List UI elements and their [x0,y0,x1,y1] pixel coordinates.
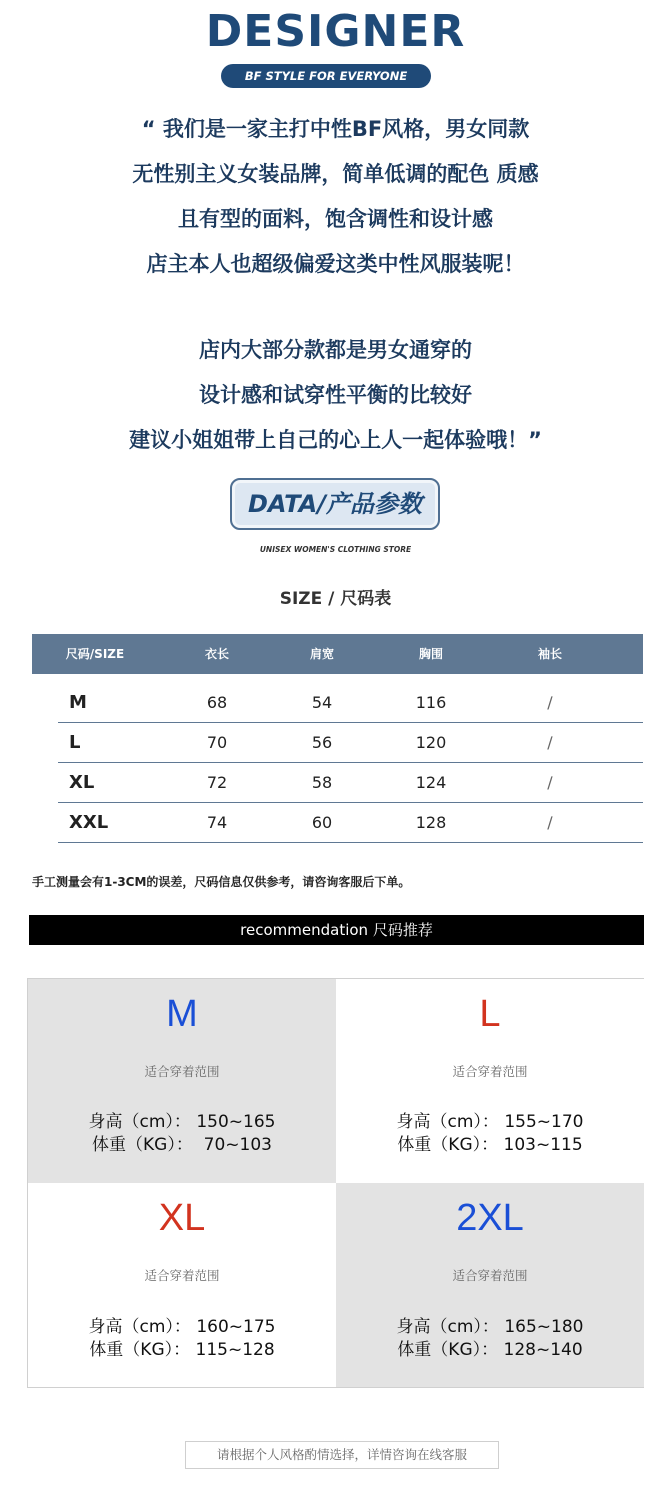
intro-line-6: 设计感和试穿性平衡的比较好 [199,383,472,407]
row-shoulder: 54 [311,693,333,712]
table-row [58,682,643,723]
recommendation-card-m [28,979,336,1183]
card-size-label: M [166,993,198,1035]
measurement-note: 手工测量会有1-3CM的误差，尺码信息仅供参考，请咨询客服后下单。 [32,875,411,889]
card-weight: 体重（KG）： 128~140 [397,1340,583,1360]
row-sleeve: ∕ [547,693,553,712]
row-chest: 128 [415,813,447,832]
row-size: L [69,732,81,753]
brand-title: DESIGNER [205,6,466,57]
card-weight: 体重（KG）： 115~128 [89,1340,275,1360]
row-size: XXL [69,812,109,833]
card-range-label: 适合穿着范围 [452,1268,528,1283]
card-weight: 体重（KG）： 70~103 [92,1135,272,1155]
row-length: 74 [206,813,228,832]
size-table-header [32,634,643,674]
footer-note: 请根据个人风格酌情选择，详情咨询在线客服 [185,1441,499,1469]
card-height: 身高（cm）： 150~165 [88,1112,276,1132]
row-length: 70 [206,733,228,752]
recommendation-card-2xl [336,1183,644,1387]
recommendation-card-l [336,979,644,1183]
intro-line-1: “ 我们是一家主打中性BF风格，男女同款 [141,117,530,141]
header-sleeve: 袖长 [537,647,562,661]
card-height: 身高（cm）： 165~180 [396,1317,584,1337]
card-range-label: 适合穿着范围 [452,1064,528,1079]
row-chest: 124 [415,773,447,792]
intro-line-7: 建议小姐姐带上自己的心上人一起体验哦！” [129,428,542,452]
row-size: M [69,692,87,713]
card-range-label: 适合穿着范围 [144,1268,220,1283]
card-size-label: XL [158,1197,206,1239]
card-weight: 体重（KG）： 103~115 [397,1135,583,1155]
row-size: XL [69,772,95,793]
header-size: 尺码/SIZE [65,647,125,661]
card-range-label: 适合穿着范围 [144,1064,220,1079]
card-height: 身高（cm）： 160~175 [88,1317,276,1337]
header-length: 衣长 [204,647,229,661]
row-chest: 116 [415,693,447,712]
recommendation-grid [27,978,644,1388]
row-sleeve: ∕ [547,773,553,792]
intro-line-2: 无性别主义女装品牌，简单低调的配色 质感 [132,162,539,186]
row-length: 68 [206,693,228,712]
intro-line-3: 且有型的面料，饱含调性和设计感 [178,207,493,231]
table-row [58,802,643,843]
brand-tagline: BF STYLE FOR EVERYONE [221,64,431,88]
card-size-label: L [479,993,501,1035]
row-sleeve: ∕ [547,813,553,832]
header-chest: 胸围 [418,647,443,661]
data-badge: DATA/产品参数 [230,478,440,530]
row-sleeve: ∕ [547,733,553,752]
row-shoulder: 56 [311,733,333,752]
row-shoulder: 58 [311,773,333,792]
size-chart-title: SIZE / 尺码表 [279,589,392,609]
intro-line-4: 店主本人也超级偏爱这类中性风服装呢！ [146,252,525,276]
recommendation-banner: recommendation 尺码推荐 [29,915,644,945]
store-caption: UNISEX WOMEN'S CLOTHING STORE [259,545,412,554]
intro-line-5: 店内大部分款都是男女通穿的 [199,338,472,362]
card-size-label: 2XL [456,1197,524,1239]
table-row [58,762,643,803]
row-length: 72 [206,773,228,792]
card-height: 身高（cm）： 155~170 [396,1112,584,1132]
row-shoulder: 60 [311,813,333,832]
recommendation-card-xl [28,1183,336,1387]
table-row [58,722,643,763]
row-chest: 120 [415,733,447,752]
header-shoulder: 肩宽 [309,647,334,661]
